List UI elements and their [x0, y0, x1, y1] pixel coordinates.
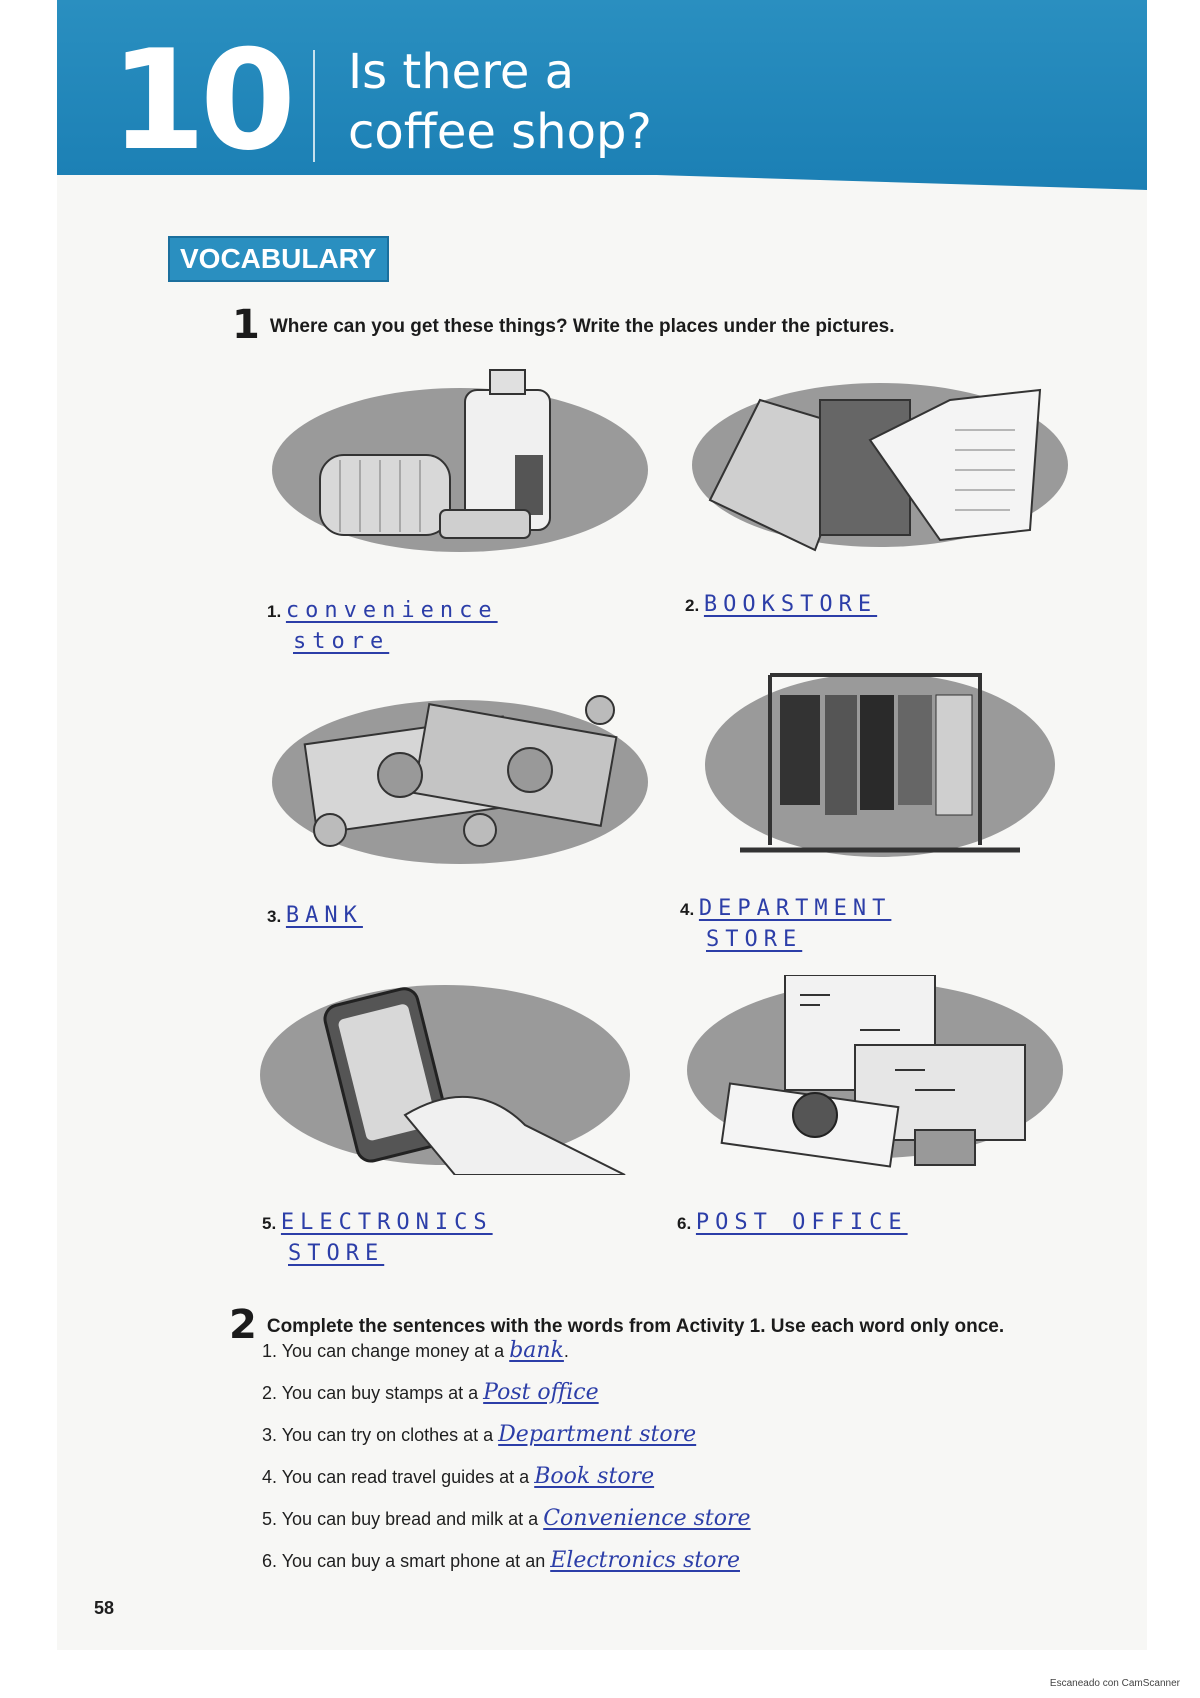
sentence-2-text: 2. You can buy stamps at a — [262, 1383, 484, 1403]
activity-2-sentences — [262, 1330, 1022, 1582]
activity-1-item-5 — [262, 1210, 493, 1266]
activity-1-number: 1 — [232, 302, 260, 348]
sentence-1-end: . — [563, 1341, 569, 1361]
item-6-index: 6. — [677, 1214, 692, 1233]
unit-title-line2: coffee shop? — [348, 104, 652, 160]
activity-2-instruction: Complete the sentences with the words from Activity 1. Use each word only once. — [266, 1316, 1005, 1337]
activity-1-item-2 — [685, 592, 877, 617]
smartphone-icon — [255, 975, 635, 1175]
sentence-6-text: 6. You can buy a smart phone at an — [262, 1551, 551, 1571]
activity-1-instruction: Where can you get these things? Write the places under the pictures. — [269, 316, 895, 337]
item-4-answer-line2: STORE — [706, 927, 803, 952]
item-3-index: 3. — [267, 907, 282, 926]
activity-2-number: 2 — [229, 1302, 257, 1348]
sentence-3-answer: Department store — [498, 1422, 697, 1447]
section-tag: VOCABULARY — [168, 236, 389, 282]
item-2-answer: BOOKSTORE — [703, 592, 878, 617]
money-icon — [270, 690, 650, 870]
item-5-answer: ELECTRONICS — [280, 1210, 493, 1235]
sentence-5 — [262, 1498, 1022, 1540]
sentence-5-text: 5. You can buy bread and milk at a — [262, 1509, 544, 1529]
sentence-6 — [262, 1540, 1022, 1582]
activity-1-heading — [232, 302, 895, 348]
unit-title-line1: Is there a — [348, 44, 575, 100]
item-2-index: 2. — [685, 596, 700, 615]
activity-1-item-3 — [267, 903, 363, 928]
parcels-icon — [685, 975, 1065, 1175]
sentence-1 — [262, 1330, 1022, 1372]
sentence-1-text: 1. You can change money at a — [262, 1341, 510, 1361]
scanner-note: Escaneado con CamScanner — [1049, 1678, 1180, 1689]
sentence-4-text: 4. You can read travel guides at a — [262, 1467, 535, 1487]
sentence-2 — [262, 1372, 1022, 1414]
clothes-rack-icon — [700, 660, 1060, 880]
sentence-2-answer: Post office — [483, 1380, 599, 1405]
item-1-answer: convenience — [285, 598, 498, 623]
item-1-answer-line2: store — [293, 629, 390, 654]
sentence-3 — [262, 1414, 1022, 1456]
item-5-answer-line2: STORE — [288, 1241, 385, 1266]
item-6-answer: POST OFFICE — [695, 1210, 908, 1235]
unit-number: 10 — [110, 20, 291, 181]
unit-divider — [313, 50, 315, 162]
sentence-6-answer: Electronics store — [550, 1548, 740, 1573]
activity-1-item-4 — [680, 896, 891, 952]
item-4-answer: DEPARTMENT — [698, 896, 892, 921]
sentence-3-text: 3. You can try on clothes at a — [262, 1425, 499, 1445]
page-number: 58 — [94, 1598, 115, 1618]
groceries-icon — [270, 360, 650, 575]
item-5-index: 5. — [262, 1214, 277, 1233]
sentence-1-answer: bank — [509, 1338, 564, 1363]
books-icon — [690, 360, 1070, 575]
activity-1-item-1 — [267, 598, 498, 654]
sentence-4 — [262, 1456, 1022, 1498]
item-3-answer: BANK — [285, 903, 363, 928]
sentence-4-answer: Book store — [534, 1464, 655, 1489]
activity-1-item-6 — [677, 1210, 908, 1235]
sentence-5-answer: Convenience store — [543, 1506, 751, 1531]
item-4-index: 4. — [680, 900, 695, 919]
item-1-index: 1. — [267, 602, 282, 621]
unit-title — [348, 42, 768, 162]
